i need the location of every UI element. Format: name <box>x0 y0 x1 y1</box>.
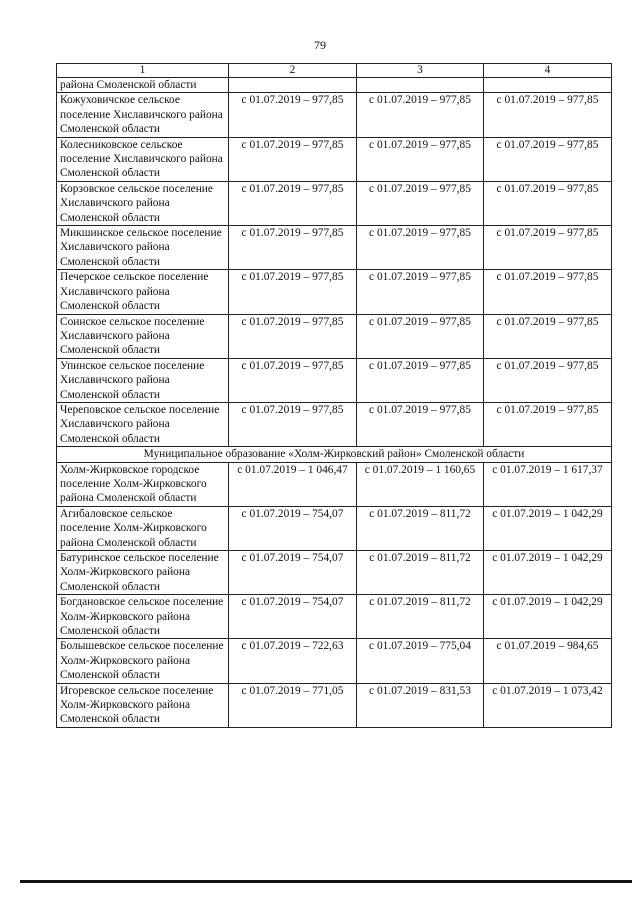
header-row <box>57 64 612 78</box>
tariff-cell-4: с 01.07.2019 – 984,65 <box>484 639 612 683</box>
tariff-cell-2: с 01.07.2019 – 977,85 <box>229 402 357 446</box>
tariff-cell-3: с 01.07.2019 – 811,72 <box>357 506 484 550</box>
tariff-cell-3: с 01.07.2019 – 811,72 <box>357 595 484 639</box>
settlement-name: Череповское сельское поселение Хиславичского района Смоленской области <box>57 402 229 446</box>
tariff-cell-3: с 01.07.2019 – 977,85 <box>357 270 484 314</box>
settlement-name: Колесниковское сельское поселение Хиславичского района Смоленской области <box>57 137 229 181</box>
tariff-cell-4: с 01.07.2019 – 977,85 <box>484 402 612 446</box>
carry-over-row <box>57 78 612 93</box>
tariff-cell-2: с 01.07.2019 – 1 046,47 <box>229 462 357 506</box>
tariff-cell-3: с 01.07.2019 – 1 160,65 <box>357 462 484 506</box>
column-header: 3 <box>357 64 484 78</box>
table-row <box>57 93 612 137</box>
tariff-cell-4: с 01.07.2019 – 1 073,42 <box>484 683 612 727</box>
settlement-name: Кожуховичское сельское поселение Хиславичского района Смоленской области <box>57 93 229 137</box>
tariff-table <box>56 63 612 728</box>
settlement-name: района Смоленской области <box>57 78 229 93</box>
table-row <box>57 639 612 683</box>
tariff-cell-2: с 01.07.2019 – 977,85 <box>229 137 357 181</box>
tariff-cell-4: с 01.07.2019 – 1 617,37 <box>484 462 612 506</box>
table-row <box>57 595 612 639</box>
table-row <box>57 181 612 225</box>
settlement-name: Батуринское сельское поселение Холм-Жирковского района Смоленской области <box>57 551 229 595</box>
settlement-name: Упинское сельское поселение Хиславичского района Смоленской области <box>57 358 229 402</box>
bottom-rule <box>20 880 632 883</box>
tariff-cell-3: с 01.07.2019 – 977,85 <box>357 181 484 225</box>
tariff-cell-3: с 01.07.2019 – 775,04 <box>357 639 484 683</box>
settlement-name: Холм-Жирковское городское поселение Холм-Жирковского района Смоленской области <box>57 462 229 506</box>
table-row <box>57 270 612 314</box>
tariff-cell-3: с 01.07.2019 – 977,85 <box>357 137 484 181</box>
tariff-cell-3: с 01.07.2019 – 977,85 <box>357 93 484 137</box>
tariff-cell-2: с 01.07.2019 – 754,07 <box>229 506 357 550</box>
settlement-name: Болышевское сельское поселение Холм-Жирковского района Смоленской области <box>57 639 229 683</box>
table-row <box>57 226 612 270</box>
tariff-cell-4: с 01.07.2019 – 977,85 <box>484 137 612 181</box>
table-row <box>57 683 612 727</box>
tariff-cell-4: с 01.07.2019 – 1 042,29 <box>484 506 612 550</box>
tariff-cell-4: с 01.07.2019 – 977,85 <box>484 226 612 270</box>
table-cell <box>357 78 484 93</box>
table-row <box>57 506 612 550</box>
settlement-name: Соинское сельское поселение Хиславичского района Смоленской области <box>57 314 229 358</box>
tariff-cell-2: с 01.07.2019 – 977,85 <box>229 93 357 137</box>
tariff-cell-2: с 01.07.2019 – 977,85 <box>229 270 357 314</box>
tariff-cell-2: с 01.07.2019 – 977,85 <box>229 314 357 358</box>
table-row <box>57 462 612 506</box>
page-number: 79 <box>314 38 326 52</box>
section-row <box>57 447 612 462</box>
tariff-cell-2: с 01.07.2019 – 977,85 <box>229 358 357 402</box>
column-header: 2 <box>229 64 357 78</box>
tariff-cell-2: с 01.07.2019 – 754,07 <box>229 595 357 639</box>
tariff-cell-4: с 01.07.2019 – 1 042,29 <box>484 551 612 595</box>
column-header: 1 <box>57 64 229 78</box>
settlement-name: Корзовское сельское поселение Хиславичского района Смоленской области <box>57 181 229 225</box>
table-row <box>57 551 612 595</box>
column-header: 4 <box>484 64 612 78</box>
tariff-cell-4: с 01.07.2019 – 977,85 <box>484 93 612 137</box>
tariff-cell-2: с 01.07.2019 – 754,07 <box>229 551 357 595</box>
tariff-cell-2: с 01.07.2019 – 722,63 <box>229 639 357 683</box>
tariff-cell-4: с 01.07.2019 – 1 042,29 <box>484 595 612 639</box>
tariff-cell-2: с 01.07.2019 – 977,85 <box>229 181 357 225</box>
settlement-name: Агибаловское сельское поселение Холм-Жирковского района Смоленской области <box>57 506 229 550</box>
table-row <box>57 402 612 446</box>
table-row <box>57 137 612 181</box>
tariff-cell-4: с 01.07.2019 – 977,85 <box>484 358 612 402</box>
table-row <box>57 358 612 402</box>
table-row <box>57 314 612 358</box>
tariff-cell-4: с 01.07.2019 – 977,85 <box>484 314 612 358</box>
settlement-name: Печерское сельское поселение Хиславичского района Смоленской области <box>57 270 229 314</box>
tariff-cell-3: с 01.07.2019 – 977,85 <box>357 402 484 446</box>
tariff-cell-3: с 01.07.2019 – 977,85 <box>357 226 484 270</box>
tariff-cell-3: с 01.07.2019 – 831,53 <box>357 683 484 727</box>
tariff-cell-3: с 01.07.2019 – 811,72 <box>357 551 484 595</box>
table-cell <box>229 78 357 93</box>
table-cell <box>484 78 612 93</box>
tariff-cell-3: с 01.07.2019 – 977,85 <box>357 314 484 358</box>
tariff-cell-3: с 01.07.2019 – 977,85 <box>357 358 484 402</box>
settlement-name: Игоревское сельское поселение Холм-Жирковского района Смоленской области <box>57 683 229 727</box>
tariff-cell-4: с 01.07.2019 – 977,85 <box>484 181 612 225</box>
settlement-name: Микшинское сельское поселение Хиславичского района Смоленской области <box>57 226 229 270</box>
section-title: Муниципальное образование «Холм-Жирковский район» Смоленской области <box>57 447 612 462</box>
tariff-cell-4: с 01.07.2019 – 977,85 <box>484 270 612 314</box>
settlement-name: Богдановское сельское поселение Холм-Жирковского района Смоленской области <box>57 595 229 639</box>
tariff-cell-2: с 01.07.2019 – 771,05 <box>229 683 357 727</box>
tariff-cell-2: с 01.07.2019 – 977,85 <box>229 226 357 270</box>
